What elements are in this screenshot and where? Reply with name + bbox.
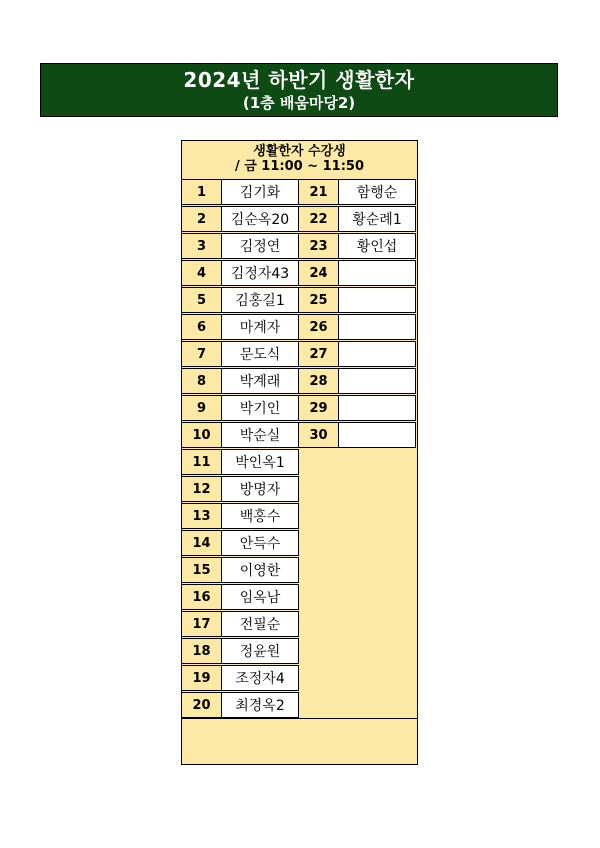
- student-name: 김정자43: [221, 260, 299, 286]
- student-name: 함행순: [338, 179, 416, 205]
- row-number: 2: [181, 206, 222, 232]
- student-name: [338, 368, 416, 394]
- row-number: 29: [298, 395, 339, 421]
- row-number: 24: [298, 260, 339, 286]
- row-number: 5: [181, 287, 222, 313]
- row-number: 28: [298, 368, 339, 394]
- student-name: 김기화: [221, 179, 299, 205]
- student-name: 김정연: [221, 233, 299, 259]
- student-name: 이영한: [221, 557, 299, 583]
- student-name: [338, 314, 416, 340]
- student-name: 정윤원: [221, 638, 299, 664]
- student-name: 최경옥2: [221, 692, 299, 718]
- student-name: 전필순: [221, 611, 299, 637]
- row-number: 11: [181, 449, 222, 475]
- student-name: 박계래: [221, 368, 299, 394]
- student-name: [338, 422, 416, 448]
- row-number: 22: [298, 206, 339, 232]
- row-number: 18: [181, 638, 222, 664]
- row-number: 26: [298, 314, 339, 340]
- row-number: 25: [298, 287, 339, 313]
- row-number: 13: [181, 503, 222, 529]
- row-number: 23: [298, 233, 339, 259]
- row-number: 4: [181, 260, 222, 286]
- row-number: 19: [181, 665, 222, 691]
- student-name: 김홍길1: [221, 287, 299, 313]
- student-name: [338, 287, 416, 313]
- student-name: 문도식: [221, 341, 299, 367]
- row-number: 6: [181, 314, 222, 340]
- student-name: [338, 395, 416, 421]
- row-number: 10: [181, 422, 222, 448]
- student-name: 백홍수: [221, 503, 299, 529]
- row-number: 16: [181, 584, 222, 610]
- row-number: 30: [298, 422, 339, 448]
- student-name: 조정자4: [221, 665, 299, 691]
- student-name: 안득수: [221, 530, 299, 556]
- row-number: 15: [181, 557, 222, 583]
- row-number: 21: [298, 179, 339, 205]
- student-name: 김순옥20: [221, 206, 299, 232]
- row-number: 1: [181, 179, 222, 205]
- banner-title: 2024년 하반기 생활한자: [183, 68, 415, 92]
- row-number: 20: [181, 692, 222, 718]
- banner-subtitle: (1층 배움마당2): [242, 94, 356, 112]
- row-number: 7: [181, 341, 222, 367]
- student-name: 방명자: [221, 476, 299, 502]
- student-name: 임옥남: [221, 584, 299, 610]
- roster-heading-schedule: / 금 11:00 ~ 11:50: [234, 159, 365, 174]
- student-name: [338, 260, 416, 286]
- student-name: 황순례1: [338, 206, 416, 232]
- student-name: 박기인: [221, 395, 299, 421]
- student-name: 박순실: [221, 422, 299, 448]
- roster-bottom-divider: [181, 718, 418, 719]
- title-banner: [40, 63, 558, 117]
- row-number: 14: [181, 530, 222, 556]
- row-number: 3: [181, 233, 222, 259]
- row-number: 9: [181, 395, 222, 421]
- roster-table: [181, 140, 418, 765]
- row-number: 27: [298, 341, 339, 367]
- student-name: 마계자: [221, 314, 299, 340]
- row-number: 17: [181, 611, 222, 637]
- student-name: 박인옥1: [221, 449, 299, 475]
- student-name: [338, 341, 416, 367]
- roster-heading-title: 생활한자 수강생: [253, 144, 346, 159]
- row-number: 12: [181, 476, 222, 502]
- row-number: 8: [181, 368, 222, 394]
- student-name: 황인섭: [338, 233, 416, 259]
- roster-heading: [182, 141, 417, 179]
